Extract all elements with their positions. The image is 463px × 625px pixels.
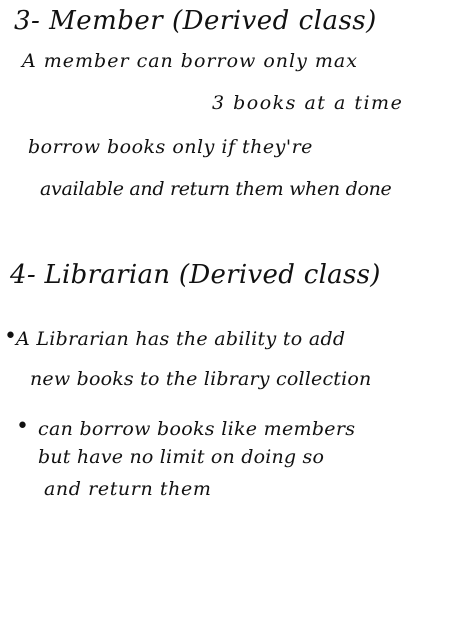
librarian-bullet-1-line-2: new books to the library collection — [30, 368, 372, 390]
member-heading: 3- Member (Derived class) — [14, 6, 377, 36]
bullet-marker-2: • — [16, 414, 29, 439]
member-line-2: 3 books at a time — [212, 92, 404, 114]
librarian-heading: 4- Librarian (Derived class) — [10, 260, 381, 290]
member-line-4: available and return them when done — [40, 178, 392, 200]
librarian-bullet-2-line-2: but have no limit on doing so — [38, 446, 325, 468]
member-line-3: borrow books only if they're — [28, 136, 313, 158]
librarian-bullet-1-line-1: A Librarian has the ability to add — [16, 328, 346, 350]
bullet-marker-1: • — [4, 324, 17, 349]
librarian-bullet-2-line-1: can borrow books like members — [38, 418, 356, 440]
member-line-1: A member can borrow only max — [22, 50, 358, 72]
librarian-bullet-2-line-3: and return them — [44, 478, 212, 500]
